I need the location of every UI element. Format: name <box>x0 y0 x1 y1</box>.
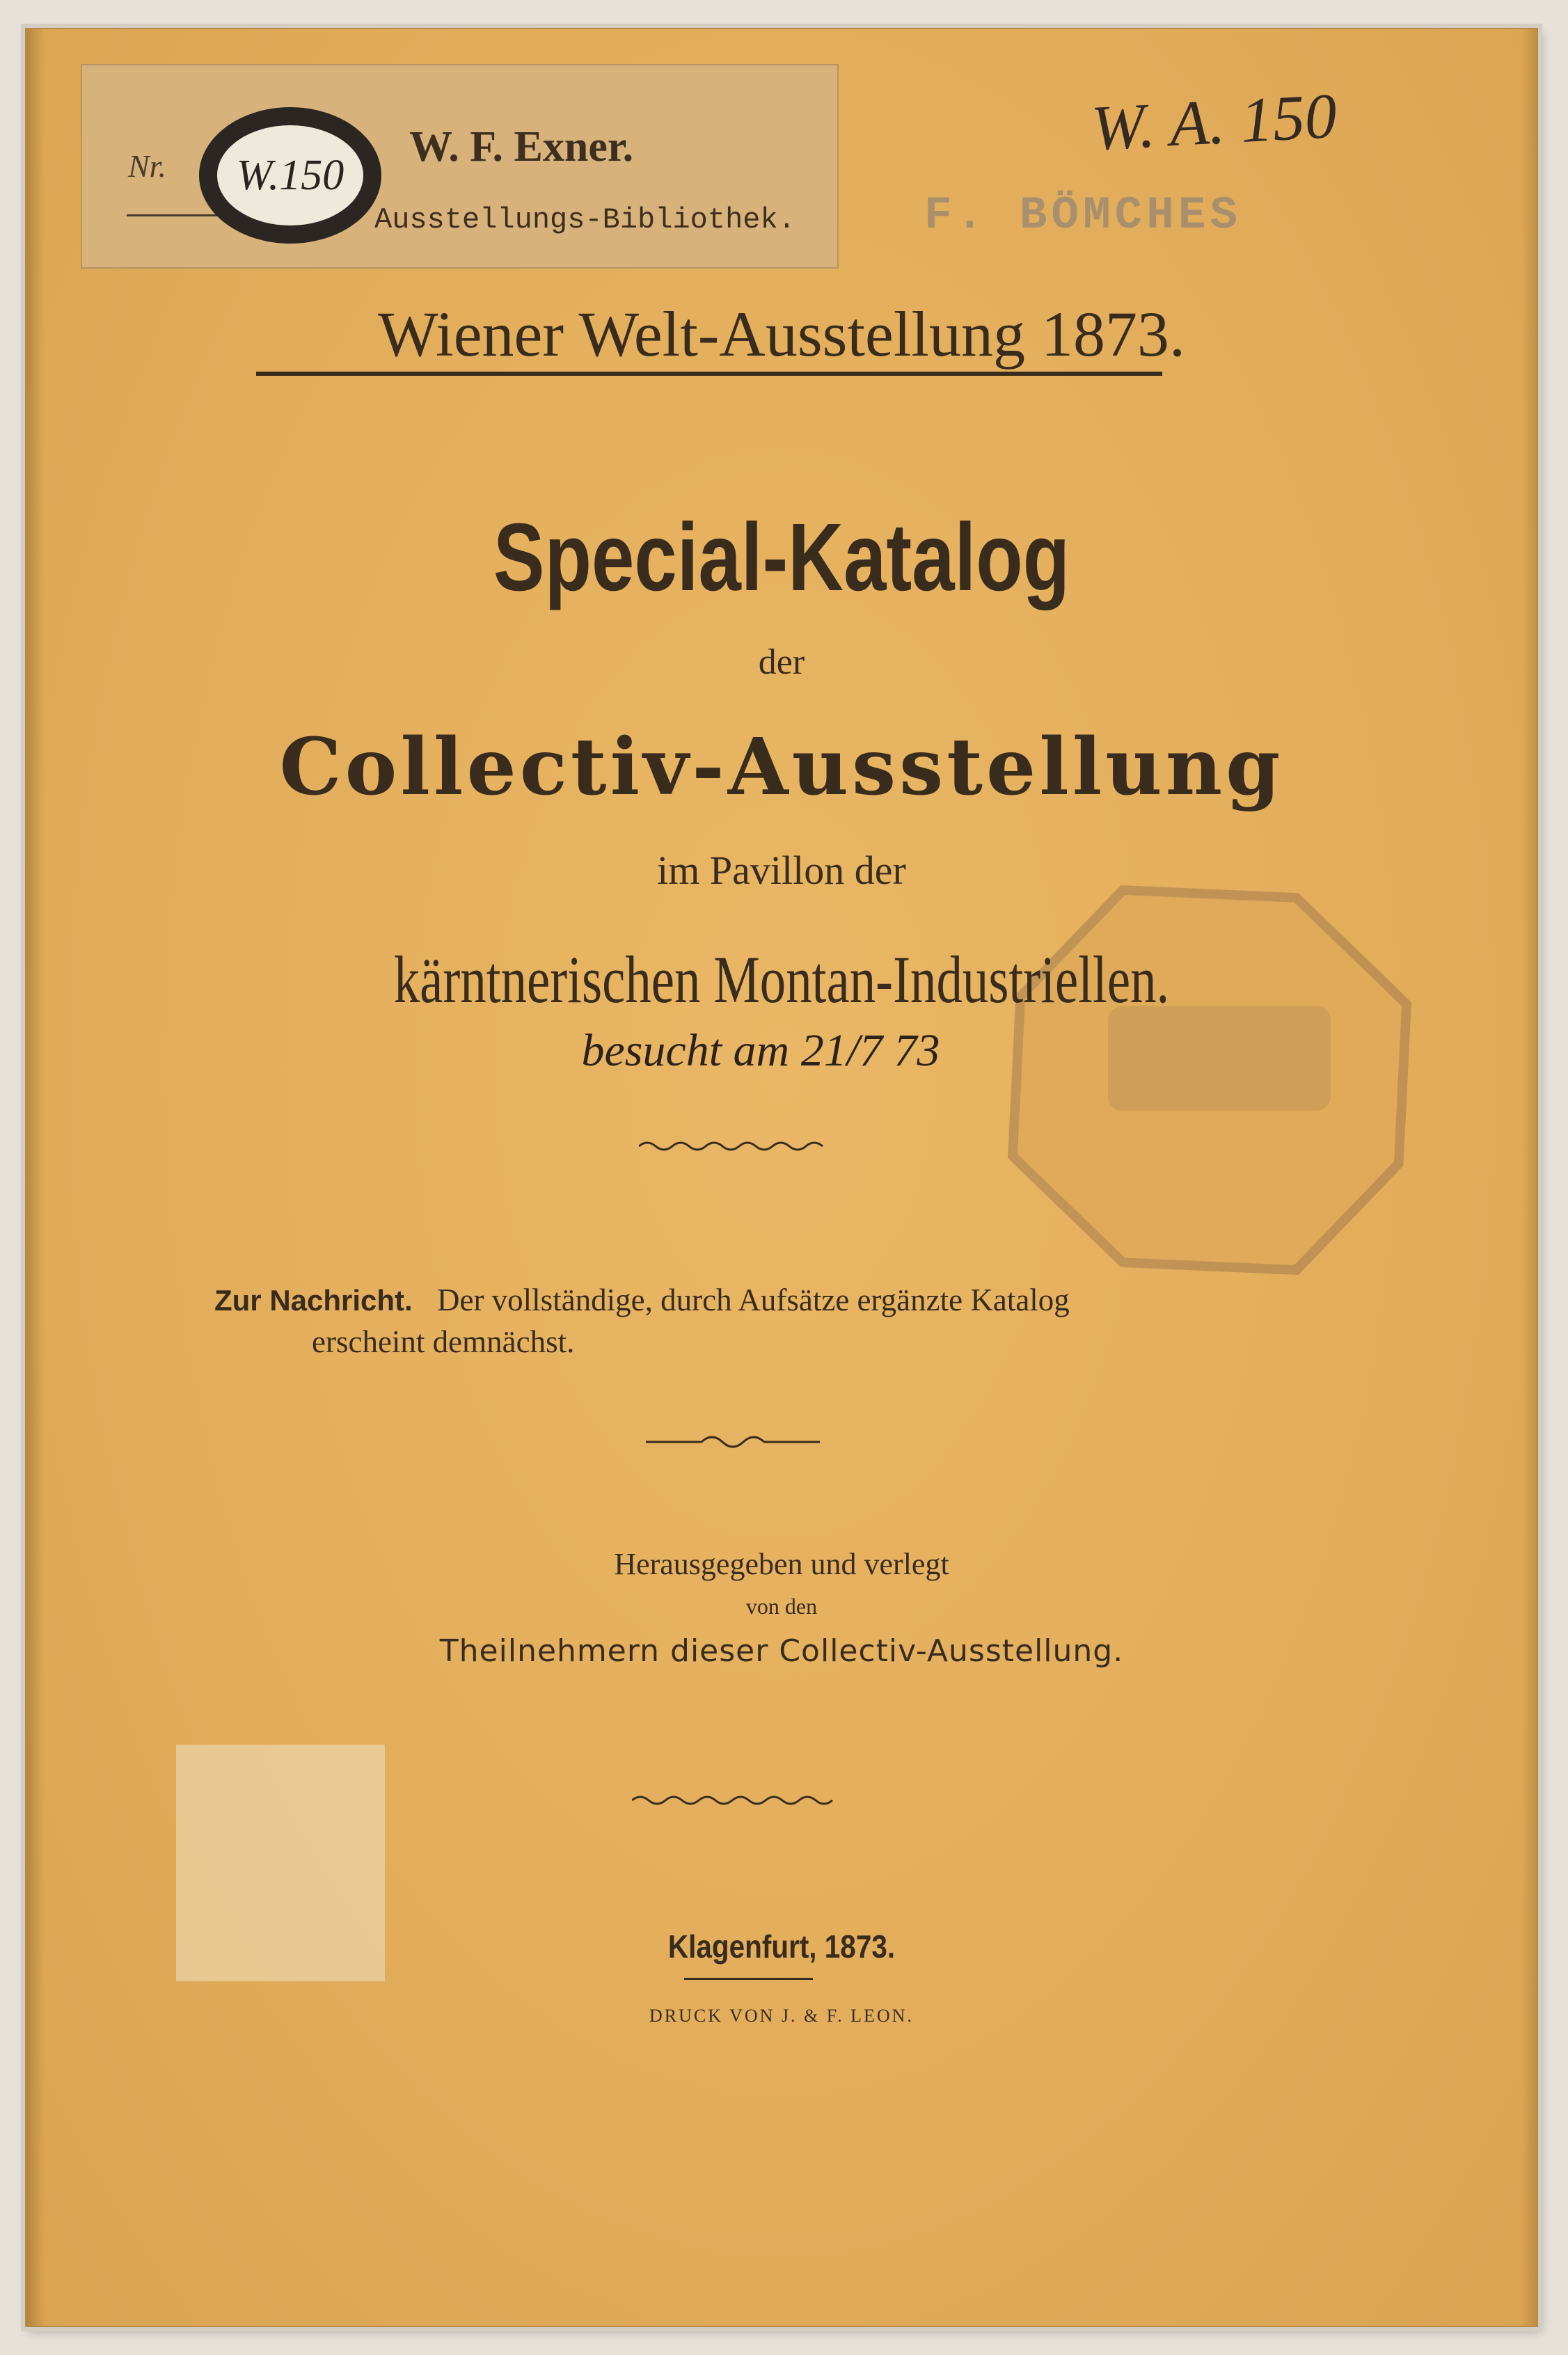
header-underline <box>256 372 1162 376</box>
cover-spine-shadow <box>26 29 45 2326</box>
label-number-oval <box>199 107 381 244</box>
notice-label: Zur Nachricht. <box>214 1284 413 1317</box>
notice-line-2: erscheint demnächst. <box>312 1324 575 1359</box>
label-owner-name: W. F. Exner. <box>409 123 634 171</box>
industry-line: kärntnerischen Montan-Industriellen. <box>393 942 1170 1017</box>
library-label <box>81 64 839 269</box>
label-nr: Nr. <box>128 148 166 184</box>
publisher-line-3: Theilnehmern dieser Collectiv-Ausstellung. <box>439 1633 1124 1669</box>
title-der: der <box>758 642 805 682</box>
exhibition-header: Wiener Welt-Ausstellung 1873. <box>378 299 1185 370</box>
handwritten-visit-note: besucht am 21/7 73 <box>581 1025 940 1076</box>
publisher-line-2: von den <box>745 1594 818 1619</box>
publisher-line-1: Herausgegeben und verlegt <box>614 1547 949 1581</box>
ornament-divider <box>646 1428 820 1456</box>
pavillon-line: im Pavillon der <box>657 848 906 893</box>
label-library-name: Ausstellungs-Bibliothek. <box>374 203 795 237</box>
owner-stamp: F. BÖMCHES <box>924 189 1242 241</box>
imprint-place: Klagenfurt, 1873. <box>667 1928 896 1965</box>
wavy-divider-2 <box>632 1790 834 1811</box>
wavy-divider-1 <box>639 1136 834 1157</box>
imprint-rule <box>684 1978 813 1980</box>
label-number: W.150 <box>217 125 363 225</box>
book-cover <box>25 28 1538 2327</box>
catalog-title: Special-Katalog <box>493 504 1070 611</box>
imprint-printer: DRUCK VON J. & F. LEON. <box>649 2006 914 2026</box>
cover-edge-shadow <box>1521 29 1537 2326</box>
notice-line-1: Der vollständige, durch Aufsätze ergänzte Katalog <box>436 1283 1070 1317</box>
notice-block <box>214 1282 1070 1318</box>
collective-title: Collectiv-Ausstellung <box>279 722 1284 813</box>
handwritten-shelfmark: W. A. 150 <box>1089 79 1339 164</box>
